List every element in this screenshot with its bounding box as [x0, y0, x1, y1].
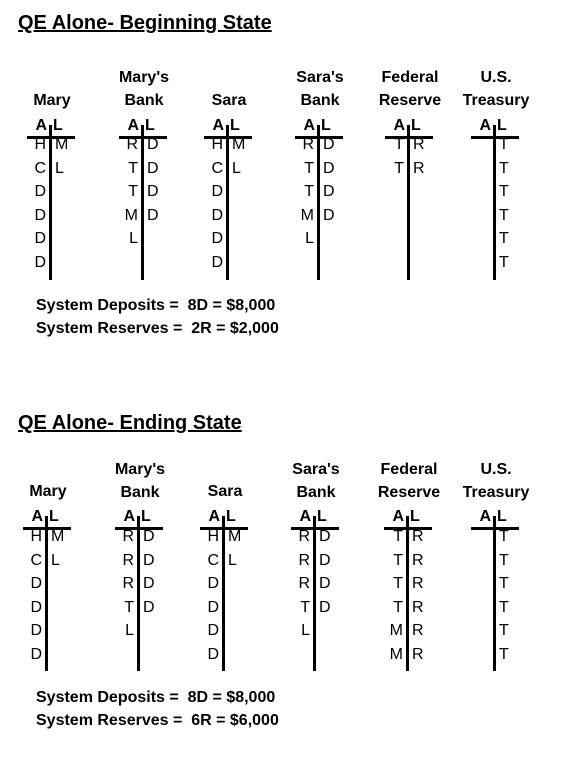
summary-value: 6R = $6,000: [191, 712, 279, 729]
asset-entry: D: [211, 206, 223, 224]
asset-entry: M: [124, 206, 138, 224]
liability-entry: M: [55, 136, 69, 153]
t-account: [471, 508, 519, 673]
account-heading-line: Bank: [120, 484, 160, 501]
account-heading-line: Reserve: [378, 92, 442, 109]
account-heading-line: Mary's: [114, 461, 166, 478]
assets-label: A: [208, 508, 220, 525]
asset-entry: T: [393, 551, 403, 569]
asset-entry: D: [30, 598, 42, 616]
assets-label: A: [127, 117, 139, 134]
liability-entry: R: [412, 575, 424, 592]
t-account-vertical-rule: [313, 516, 316, 671]
liability-entry: T: [499, 159, 509, 177]
account-heading-line: Federal: [381, 69, 439, 86]
asset-entry: R: [126, 136, 138, 153]
t-account: [384, 508, 432, 673]
liability-entry: L: [228, 551, 237, 569]
liabilities-label: L: [497, 508, 507, 525]
asset-entry: D: [207, 645, 219, 663]
asset-entry: H: [34, 136, 46, 153]
liability-entry: T: [499, 183, 509, 200]
liability-entry: D: [319, 598, 331, 616]
asset-entry: R: [302, 136, 314, 153]
asset-entry: R: [122, 575, 134, 592]
assets-label: A: [479, 117, 491, 134]
asset-entry: D: [30, 575, 42, 592]
liabilities-label: L: [226, 508, 236, 525]
liability-entry: R: [412, 645, 424, 663]
liability-entry: T: [499, 645, 509, 663]
asset-entry: T: [394, 159, 404, 177]
asset-entry: H: [30, 528, 42, 545]
liability-entry: D: [319, 575, 331, 592]
summary-value: 8D = $8,000: [187, 297, 276, 314]
liability-entry: T: [499, 551, 509, 569]
liabilities-label: L: [230, 117, 240, 134]
account-heading-line: Sara: [211, 92, 247, 109]
liability-entry: R: [412, 528, 424, 545]
asset-entry: T: [304, 159, 314, 177]
liability-entry: D: [319, 551, 331, 569]
account-heading-line: Bank: [300, 92, 340, 109]
liability-entry: T: [499, 253, 509, 271]
asset-entry: L: [125, 622, 134, 639]
asset-entry: D: [30, 645, 42, 663]
account-heading-line: Sara's: [296, 69, 344, 86]
liabilities-label: L: [410, 508, 420, 525]
t-account-vertical-rule: [407, 125, 410, 280]
asset-entry: L: [301, 622, 310, 639]
asset-entry: D: [211, 183, 223, 200]
liability-entry: D: [143, 551, 155, 569]
account-heading-line: Treasury: [462, 484, 530, 501]
asset-entry: R: [298, 528, 310, 545]
liability-entry: D: [147, 183, 159, 200]
summary-value: 8D = $8,000: [187, 689, 276, 706]
asset-entry: M: [389, 645, 403, 663]
t-account: [204, 117, 252, 282]
summary-row: [36, 709, 279, 732]
liability-entry: M: [51, 528, 65, 545]
asset-entry: M: [389, 622, 403, 639]
section-title: QE Alone- Ending State: [18, 412, 242, 434]
t-account-vertical-rule: [493, 125, 496, 280]
assets-label: A: [31, 508, 43, 525]
asset-entry: C: [207, 551, 219, 569]
asset-entry: T: [128, 159, 138, 177]
liability-entry: D: [323, 136, 335, 153]
liability-entry: D: [143, 575, 155, 592]
liabilities-label: L: [321, 117, 331, 134]
liability-entry: T: [499, 622, 509, 639]
liabilities-label: L: [49, 508, 59, 525]
t-account-vertical-rule: [45, 516, 48, 671]
assets-label: A: [123, 508, 135, 525]
assets-label: A: [393, 117, 405, 134]
assets-label: A: [392, 508, 404, 525]
liability-entry: L: [55, 159, 64, 177]
t-account-vertical-rule: [137, 516, 140, 671]
liability-entry: T: [499, 230, 509, 247]
system-summary: [36, 686, 279, 732]
liability-entry: D: [147, 159, 159, 177]
t-account: [119, 117, 167, 282]
liability-entry: T: [499, 136, 509, 153]
asset-entry: T: [393, 598, 403, 616]
t-account: [385, 117, 433, 282]
asset-entry: D: [207, 622, 219, 639]
liabilities-label: L: [411, 117, 421, 134]
asset-entry: H: [207, 528, 219, 545]
liability-entry: D: [323, 159, 335, 177]
t-account-vertical-rule: [222, 516, 225, 671]
asset-entry: H: [211, 136, 223, 153]
summary-label: System Deposits =: [36, 689, 179, 706]
t-account: [200, 508, 248, 673]
liabilities-label: L: [317, 508, 327, 525]
asset-entry: R: [298, 575, 310, 592]
t-account-vertical-rule: [49, 125, 52, 280]
liability-entry: T: [499, 598, 509, 616]
asset-entry: D: [207, 575, 219, 592]
liability-entry: D: [147, 136, 159, 153]
asset-entry: C: [30, 551, 42, 569]
liabilities-label: L: [141, 508, 151, 525]
account-heading-line: Treasury: [462, 92, 530, 109]
liability-entry: M: [228, 528, 242, 545]
account-heading-line: U.S.: [480, 69, 512, 86]
asset-entry: D: [211, 253, 223, 271]
liability-entry: D: [143, 598, 155, 616]
liability-entry: T: [499, 206, 509, 224]
asset-entry: T: [124, 598, 134, 616]
section-title: QE Alone- Beginning State: [18, 12, 272, 34]
t-account-vertical-rule: [226, 125, 229, 280]
asset-entry: D: [211, 230, 223, 247]
assets-label: A: [479, 508, 491, 525]
assets-label: A: [299, 508, 311, 525]
asset-entry: T: [393, 528, 403, 545]
asset-entry: T: [304, 183, 314, 200]
liability-entry: R: [412, 622, 424, 639]
asset-entry: T: [300, 598, 310, 616]
account-heading-line: Sara's: [292, 461, 340, 478]
assets-label: A: [303, 117, 315, 134]
asset-entry: R: [122, 528, 134, 545]
asset-entry: R: [298, 551, 310, 569]
liability-entry: D: [319, 528, 331, 545]
t-account: [115, 508, 163, 673]
summary-label: System Deposits =: [36, 297, 179, 314]
summary-label: System Reserves =: [36, 320, 183, 337]
asset-entry: M: [300, 206, 314, 224]
summary-row: [36, 686, 279, 709]
account-heading-line: Mary: [33, 92, 71, 109]
account-heading-line: Bank: [296, 484, 336, 501]
asset-entry: R: [122, 551, 134, 569]
account-heading-line: U.S.: [480, 461, 512, 478]
summary-row: [36, 317, 279, 340]
liability-entry: R: [412, 551, 424, 569]
assets-label: A: [35, 117, 47, 134]
liabilities-label: L: [497, 117, 507, 134]
asset-entry: D: [34, 206, 46, 224]
asset-entry: C: [34, 159, 46, 177]
liability-entry: R: [413, 136, 425, 153]
account-heading-line: Federal: [380, 461, 438, 478]
asset-entry: D: [34, 253, 46, 271]
assets-label: A: [212, 117, 224, 134]
account-heading-line: Mary: [29, 483, 67, 500]
account-heading-line: Bank: [124, 92, 164, 109]
summary-row: [36, 294, 279, 317]
asset-entry: T: [128, 183, 138, 200]
summary-value: 2R = $2,000: [191, 320, 279, 337]
asset-entry: L: [129, 230, 138, 247]
account-heading-line: Sara: [207, 483, 243, 500]
liability-entry: T: [499, 528, 509, 545]
t-account: [295, 117, 343, 282]
asset-entry: D: [207, 598, 219, 616]
liability-entry: D: [143, 528, 155, 545]
asset-entry: T: [393, 575, 403, 592]
liability-entry: R: [412, 598, 424, 616]
liability-entry: D: [147, 206, 159, 224]
account-heading-line: Mary's: [118, 69, 170, 86]
liability-entry: L: [232, 159, 241, 177]
liability-entry: R: [413, 159, 425, 177]
asset-entry: D: [34, 183, 46, 200]
liability-entry: L: [51, 551, 60, 569]
t-account: [291, 508, 339, 673]
asset-entry: D: [30, 622, 42, 639]
account-heading-line: Reserve: [377, 484, 441, 501]
t-account-vertical-rule: [141, 125, 144, 280]
t-account-vertical-rule: [493, 516, 496, 671]
liability-entry: T: [499, 575, 509, 592]
liability-entry: M: [232, 136, 246, 153]
t-account-vertical-rule: [406, 516, 409, 671]
liability-entry: D: [323, 206, 335, 224]
liabilities-label: L: [145, 117, 155, 134]
asset-entry: L: [305, 230, 314, 247]
system-summary: [36, 294, 279, 340]
t-account: [27, 117, 75, 282]
account-heading: [436, 458, 556, 504]
asset-entry: C: [211, 159, 223, 177]
t-account: [23, 508, 71, 673]
t-account: [471, 117, 519, 282]
summary-label: System Reserves =: [36, 712, 183, 729]
liabilities-label: L: [53, 117, 63, 134]
liability-entry: D: [323, 183, 335, 200]
asset-entry: T: [394, 136, 404, 153]
t-account-vertical-rule: [317, 125, 320, 280]
account-heading: [436, 66, 556, 112]
asset-entry: D: [34, 230, 46, 247]
